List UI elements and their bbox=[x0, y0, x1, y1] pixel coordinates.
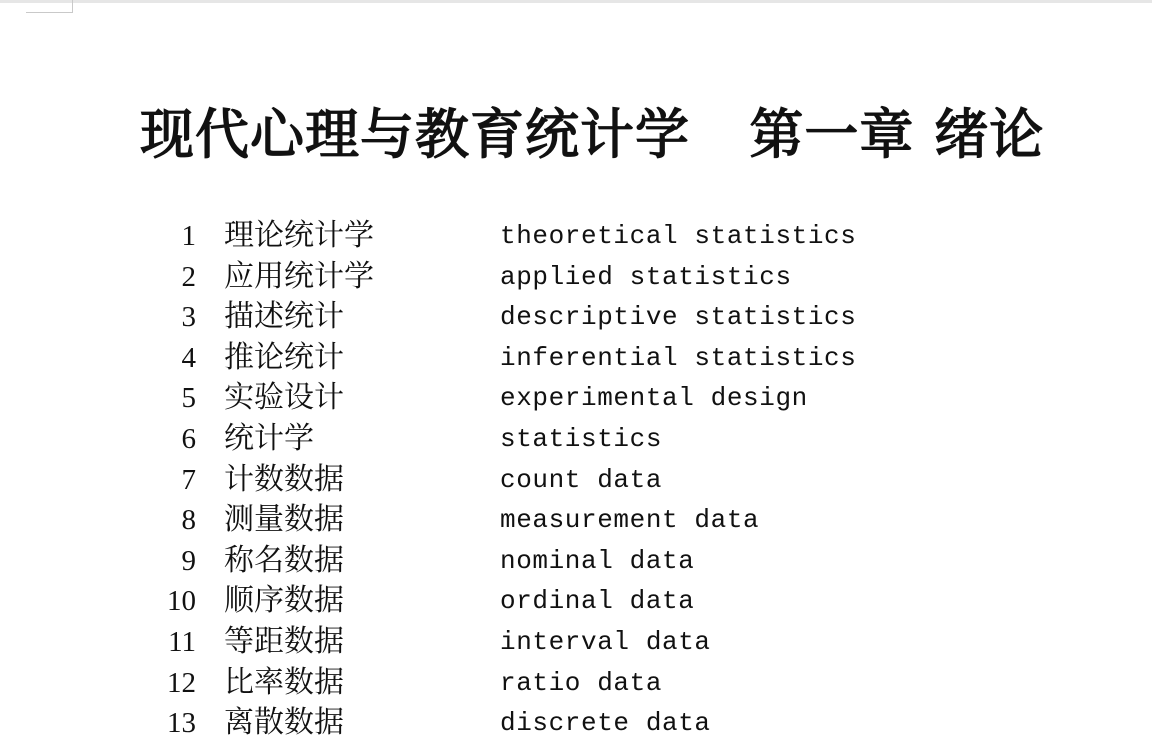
term-chinese: 理论统计学 bbox=[224, 218, 374, 253]
term-chinese: 应用统计学 bbox=[224, 258, 374, 294]
term-number: 9 bbox=[181, 544, 196, 577]
term-number: 8 bbox=[181, 504, 196, 537]
term-english: measurement data bbox=[500, 505, 760, 536]
term-number: 2 bbox=[181, 260, 196, 293]
term-english: ordinal data bbox=[500, 586, 695, 617]
term-number: 7 bbox=[181, 463, 196, 496]
term-chinese: 计数数据 bbox=[224, 461, 344, 497]
term-english: count data bbox=[500, 464, 663, 495]
term-english: applied statistics bbox=[500, 261, 792, 292]
glossary-row bbox=[150, 622, 950, 663]
term-number: 12 bbox=[167, 666, 196, 699]
term-number: 4 bbox=[181, 341, 196, 374]
term-chinese: 离散数据 bbox=[224, 705, 344, 741]
term-english: ratio data bbox=[500, 667, 663, 698]
glossary-list bbox=[150, 216, 950, 744]
term-number: 11 bbox=[168, 625, 196, 658]
term-number: 1 bbox=[181, 220, 196, 252]
glossary-row bbox=[150, 581, 950, 622]
term-chinese: 描述统计 bbox=[224, 299, 344, 335]
term-english: statistics bbox=[500, 423, 663, 454]
glossary-row bbox=[150, 541, 950, 582]
term-chinese: 统计学 bbox=[224, 420, 314, 456]
term-chinese: 顺序数据 bbox=[224, 583, 344, 619]
term-english: experimental design bbox=[500, 383, 808, 414]
document-title: 现代心理与教育统计学 第一章 绪论 bbox=[140, 102, 1045, 166]
glossary-row bbox=[150, 338, 950, 379]
term-number: 3 bbox=[181, 301, 196, 334]
glossary-row bbox=[150, 216, 950, 257]
term-chinese: 测量数据 bbox=[224, 502, 344, 538]
term-number: 6 bbox=[181, 422, 196, 455]
term-number: 10 bbox=[167, 585, 196, 618]
page-corner-mark bbox=[26, 0, 73, 13]
glossary-row bbox=[150, 378, 950, 419]
term-english: interval data bbox=[500, 626, 711, 657]
term-english: descriptive statistics bbox=[500, 302, 857, 333]
glossary-row bbox=[150, 663, 950, 704]
term-english: discrete data bbox=[500, 708, 711, 739]
glossary-row bbox=[150, 297, 950, 338]
term-english: theoretical statistics bbox=[500, 221, 857, 251]
glossary-row bbox=[150, 257, 950, 298]
glossary-row bbox=[150, 703, 950, 744]
term-number: 13 bbox=[167, 707, 196, 740]
term-chinese: 实验设计 bbox=[224, 380, 344, 416]
term-chinese: 比率数据 bbox=[224, 664, 344, 700]
glossary-row bbox=[150, 419, 950, 460]
term-chinese: 等距数据 bbox=[224, 623, 344, 659]
term-english: inferential statistics bbox=[500, 342, 857, 373]
term-chinese: 推论统计 bbox=[224, 339, 344, 375]
glossary-row bbox=[150, 460, 950, 501]
term-english: nominal data bbox=[500, 545, 695, 576]
term-chinese: 称名数据 bbox=[224, 542, 344, 578]
glossary-row bbox=[150, 500, 950, 541]
page-top-edge bbox=[0, 0, 1152, 3]
term-number: 5 bbox=[181, 382, 196, 415]
